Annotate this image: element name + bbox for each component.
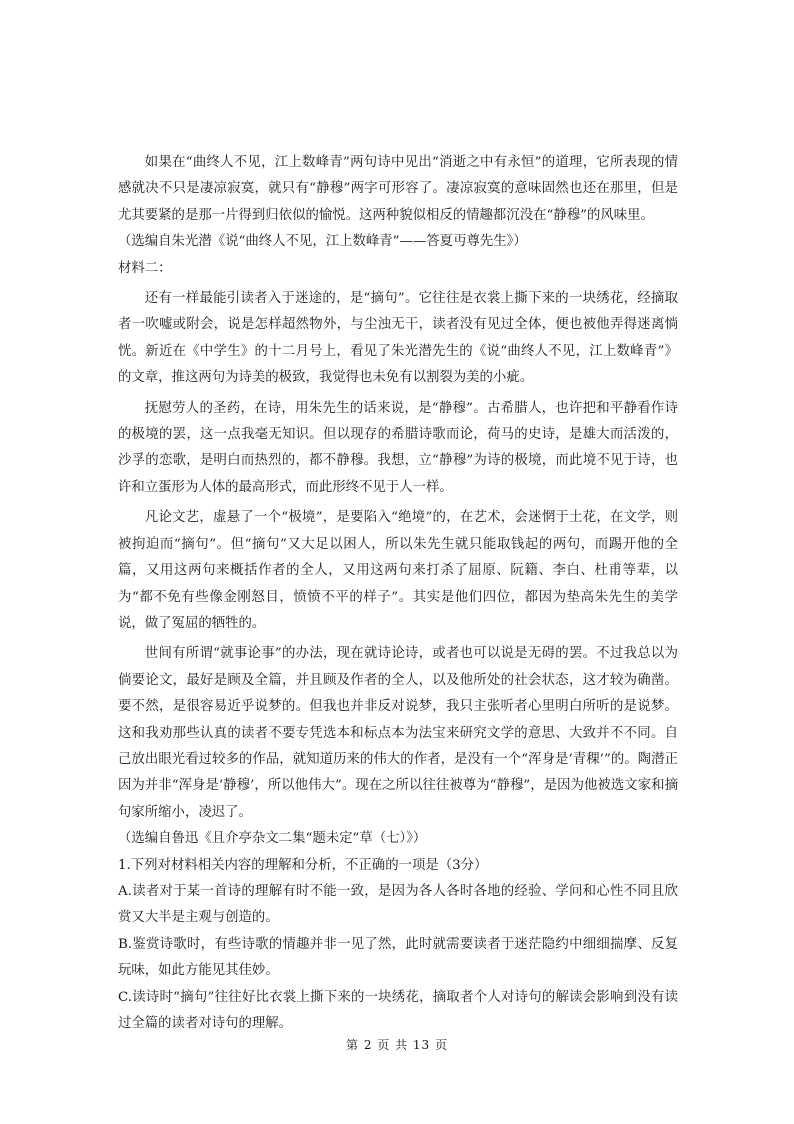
paragraph-1: 如果在“曲终人不见，江上数峰青”两句诗中见出“消逝之中有永恒”的道理，它所表现的情感就决不只是凄凉寂寞，就只有“静穆”两字可形容了。凄凉寂寞的意味固然也还在那里，但是尤其要紧的是那一片得到归依似的愉悦。这两种貌似相反的情趣都沉没在“静穆”的风味里。 — [118, 155, 678, 223]
option-a: A.读者对于某一首诗的理解有时不能一致，是因为各人各时各地的经验、学问和心性不同且欣赏又大半是主观与创造的。 — [118, 883, 678, 926]
option-b: B.鉴赏诗歌时，有些诗歌的情趣并非一见了然，此时就需要读者于迷茫隐约中细细揣摩、反复玩味，如此方能见其佳妙。 — [118, 936, 678, 979]
paragraph-3: 抚慰劳人的圣药，在诗，用朱先生的话来说，是“静穆”。古希腊人，也许把和平静看作诗的极境的罢，这一点我毫无知识。但以现存的希腊诗歌而论，荷马的史诗，是雄大而活泼的，沙孚的恋歌，是明白而热烈的，都不静穆。我想，立“静穆”为诗的极境，而此境不见于诗，也许和立蛋形为人体的最高形式，而此形终不见于人一样。 — [118, 400, 678, 495]
paragraph-4: 凡论文艺，虚悬了一个“极境”，是要陷入“绝境”的，在艺术，会迷惘于土花，在文学，则被拘迫而“摘句”。但“摘句”又大足以困人，所以朱先生就只能取钱起的两句，而踢开他的全篇，又用这两句来概括作者的全人，又用这两句来打杀了屈原、阮籍、李白、杜甫等辈，以为“都不免有些像金刚怒目，愤愤不平的样子”。其实是他们四位，都因为垫高朱先生的美学说，做了冤屈的牺牲的。 — [118, 510, 678, 631]
option-c: C.读诗时“摘句”往往好比衣裳上撕下来的一块绣花，摘取者个人对诗句的解读会影响到没有读过全篇的读者对诗句的理解。 — [118, 989, 678, 1031]
question-1: 1.下列对材料相关内容的理解和分析，不正确的一项是（3分） — [118, 857, 488, 873]
paragraph-2: 还有一样最能引读者入于迷途的，是“摘句”。它往往是衣裳上撕下来的一块绣花，经摘取者一吹嘘或附会，说是怎样超然物外，与尘浊无干，读者没有见过全体，便也被他弄得迷离惝恍。新近在《中学生》的十二月号上，看见了朱光潜先生的《说“曲终人不见，江上数峰青”》的文章，推这两句为诗美的极致，我觉得也未免有以割裂为美的小疵。 — [118, 291, 678, 386]
source-citation-2: （选编自鲁迅《且介亭杂文二集“题未定”草（七）》） — [118, 831, 427, 847]
paragraph-5: 世间有所谓“就事论事”的办法，现在就诗论诗，或者也可以说是无碍的罢。不过我总以为倘要论文，最好是顾及全篇，并且顾及作者的全人，以及他所处的社会状态，这才较为确凿。要不然，是很容易近乎说梦的。但我也并非反对说梦，我只主张听者心里明白所听的是说梦。这和我劝那些认真的读者不要专凭选本和标点本为法宝来研究文学的意思、大致并不不同。自己放出眼光看过较多的作品，就知道历来的伟大的作者，是没有一个“浑身是‘青稞’”的。陶潜正因为并非“浑身是‘静穆’，所以他伟大”。现在之所以往往被尊为“静穆”，是因为他被选文家和摘句家所缩小，凌迟了。 — [118, 646, 678, 820]
source-citation-1: （选编自朱光潜《说“曲终人不见，江上数峰青”——答夏丏尊先生》） — [118, 234, 527, 250]
page-footer: 第 2 页 共 13 页 — [346, 1038, 448, 1052]
material-2-label: 材料二： — [118, 260, 172, 276]
document-body — [118, 150, 678, 1037]
